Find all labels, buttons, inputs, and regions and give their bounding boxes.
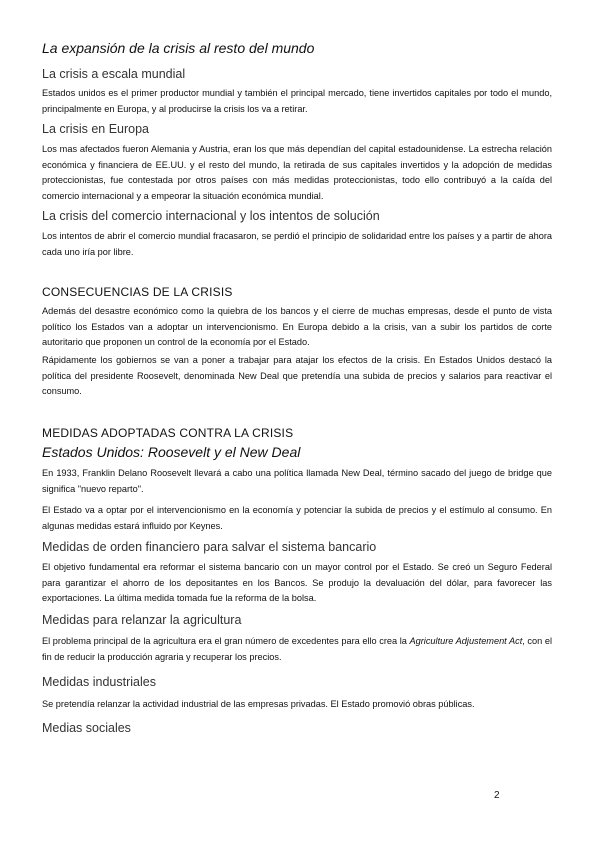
page-number: 2	[494, 790, 500, 801]
subheading-crisis-europa: La crisis en Europa	[42, 122, 150, 136]
subheading-agricultura: Medidas para relanzar la agricultura	[42, 613, 242, 627]
paragraph-comercio-internacional: Los intentos de abrir el comercio mundial fracasaron, se perdió el principio de solidaridad entre los países y a partir de ahora cada uno iría por libre.	[42, 231, 552, 257]
paragraph-crisis-mundial: Estados unidos es el primer productor mundial y también el principal mercado, tiene invertidos capitales por todo el mundo, principalmente en Europa, y al producirse la crisis los va a retirar.	[42, 88, 552, 114]
paragraph-orden-financiero: El objetivo fundamental era reformar el sistema bancario con un mayor control por el Estado. Se creó un Seguro Federal para garantizar el ahorro de los depositantes en los Bancos. Se produjo la devaluación del dólar, para favorecer las exportaciones. La última medida tomada fue la reforma de la bolsa.	[42, 562, 552, 603]
paragraph-new-deal-1: En 1933, Franklin Delano Roosevelt llevará a cabo una política llamada New Deal, término sacado del juego de bridge que significa "nuevo reparto".	[42, 468, 552, 494]
paragraph-agricultura-text-a: El problema principal de la agricultura era el gran número de excedentes para ello crea la	[42, 636, 410, 646]
paragraph-consecuencias-1: Además del desastre económico como la quiebra de los bancos y el cierre de muchas empresas, desde el punto de vista político los Estados van a adoptar un intervencionismo. En Europa debido a la crisis, van a subir los partidos de corte autoritario que proponen un control de la economía por el Estado.	[42, 306, 552, 347]
paragraph-agricultura-text-b: , con el fin de reducir la producción agraria y recuperar los precios.	[42, 636, 552, 662]
paragraph-industriales: Se pretendía relanzar la actividad industrial de las empresas privadas. El Estado promovió obras públicas.	[42, 699, 475, 709]
subheading-orden-financiero: Medidas de orden financiero para salvar el sistema bancario	[42, 540, 377, 554]
subtitle-new-deal: Estados Unidos: Roosevelt y el New Deal	[42, 444, 301, 460]
subheading-crisis-mundial: La crisis a escala mundial	[42, 67, 186, 81]
section-title-medidas: MEDIDAS ADOPTADAS CONTRA LA CRISIS	[42, 426, 294, 440]
subheading-industriales: Medidas industriales	[42, 675, 156, 689]
paragraph-new-deal-2: El Estado va a optar por el intervencionismo en la economía y potenciar la subida de precios y el estímulo al consumo. En algunas medidas estará influido por Keynes.	[42, 505, 552, 531]
paragraph-agricultura-act-name: Agriculture Adjustement Act	[409, 636, 523, 646]
paragraph-agricultura	[42, 634, 552, 665]
paragraph-crisis-europa: Los mas afectados fueron Alemania y Austria, eran los que más dependían del capital estadounidense. La estrecha relación económica y financiera de EE.UU. y el resto del mundo, la retirada de sus capitales invertidos y la adopción de medidas proteccionistas, fue contestada por otros países con más medidas proteccionistas, todo ello contribuyó a la caída del comercio internacional y a empeorar la situación económica mundial.	[42, 144, 552, 201]
subheading-comercio-internacional: La crisis del comercio internacional y los intentos de solución	[42, 209, 380, 223]
paragraph-consecuencias-2: Rápidamente los gobiernos se van a poner a trabajar para atajar los efectos de la crisis. En Estados Unidos destacó la política del presidente Roosevelt, denominada New Deal que pretendía una subida de precios y salarios para reactivar el consumo.	[42, 355, 552, 396]
subheading-sociales: Medias sociales	[42, 721, 131, 735]
section-title-expansion: La expansión de la crisis al resto del mundo	[42, 40, 315, 56]
section-title-consecuencias: CONSECUENCIAS DE LA CRISIS	[42, 285, 233, 299]
